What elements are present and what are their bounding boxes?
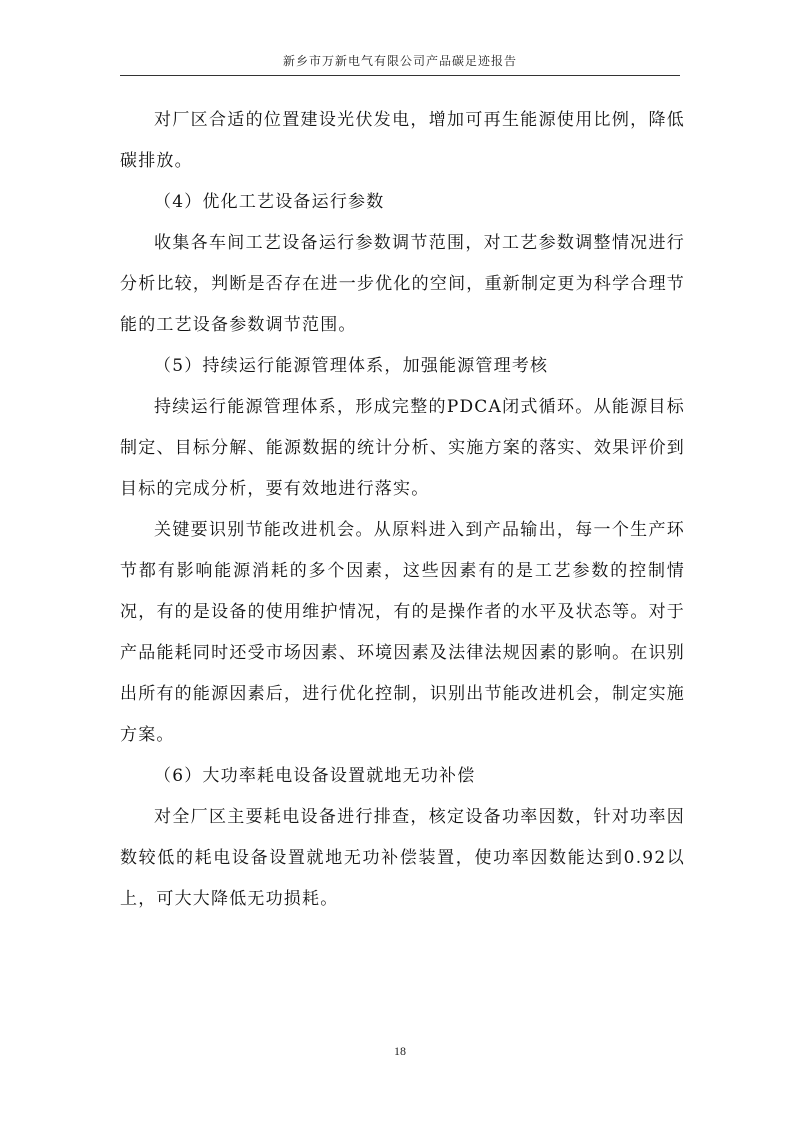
page-number: 18 <box>394 1044 406 1058</box>
section-heading-5: （5）持续运行能源管理体系，加强能源管理考核 <box>154 356 549 376</box>
running-header: 新乡市万新电气有限公司产品碳足迹报告 <box>282 54 517 68</box>
continuation-paragraph: 对厂区合适的位置建设光伏发电，增加可再生能源使用比例，降低碳排放。 <box>120 110 685 171</box>
paragraph-reactive-compensation: 对全厂区主要耗电设备进行排查，核定设备功率因数，针对功率因数较低的耗电设备设置就地无功补偿装置，使功率因数能达到0.92以上，可大大降低无功损耗。 <box>120 807 685 909</box>
paragraph-pdca-cycle: 持续运行能源管理体系，形成完整的PDCA闭式循环。从能源目标制定、目标分解、能源数据的统计分析、实施方案的落实、效果评价到目标的完成分析，要有效地进行落实。 <box>120 397 685 499</box>
section-heading-6: （6）大功率耗电设备设置就地无功补偿 <box>154 766 476 786</box>
section-heading-4: （4）优化工艺设备运行参数 <box>154 192 385 212</box>
paragraph-process-parameters: 收集各车间工艺设备运行参数调节范围，对工艺参数调整情况进行分析比较，判断是否存在进一步优化的空间，重新制定更为科学合理节能的工艺设备参数调节范围。 <box>120 233 685 335</box>
header-divider <box>120 75 680 76</box>
paragraph-energy-saving-opportunities: 关键要识别节能改进机会。从原料进入到产品输出，每一个生产环节都有影响能源消耗的多个因素，这些因素有的是工艺参数的控制情况，有的是设备的使用维护情况，有的是操作者的水平及状态等。对于产品能耗同时还受市场因素、环境因素及法律法规因素的影响。在识别出所有的能源因素后，进行优化控制，识别出节能改进机会，制定实施方案。 <box>120 520 685 745</box>
page-body <box>120 100 685 920</box>
